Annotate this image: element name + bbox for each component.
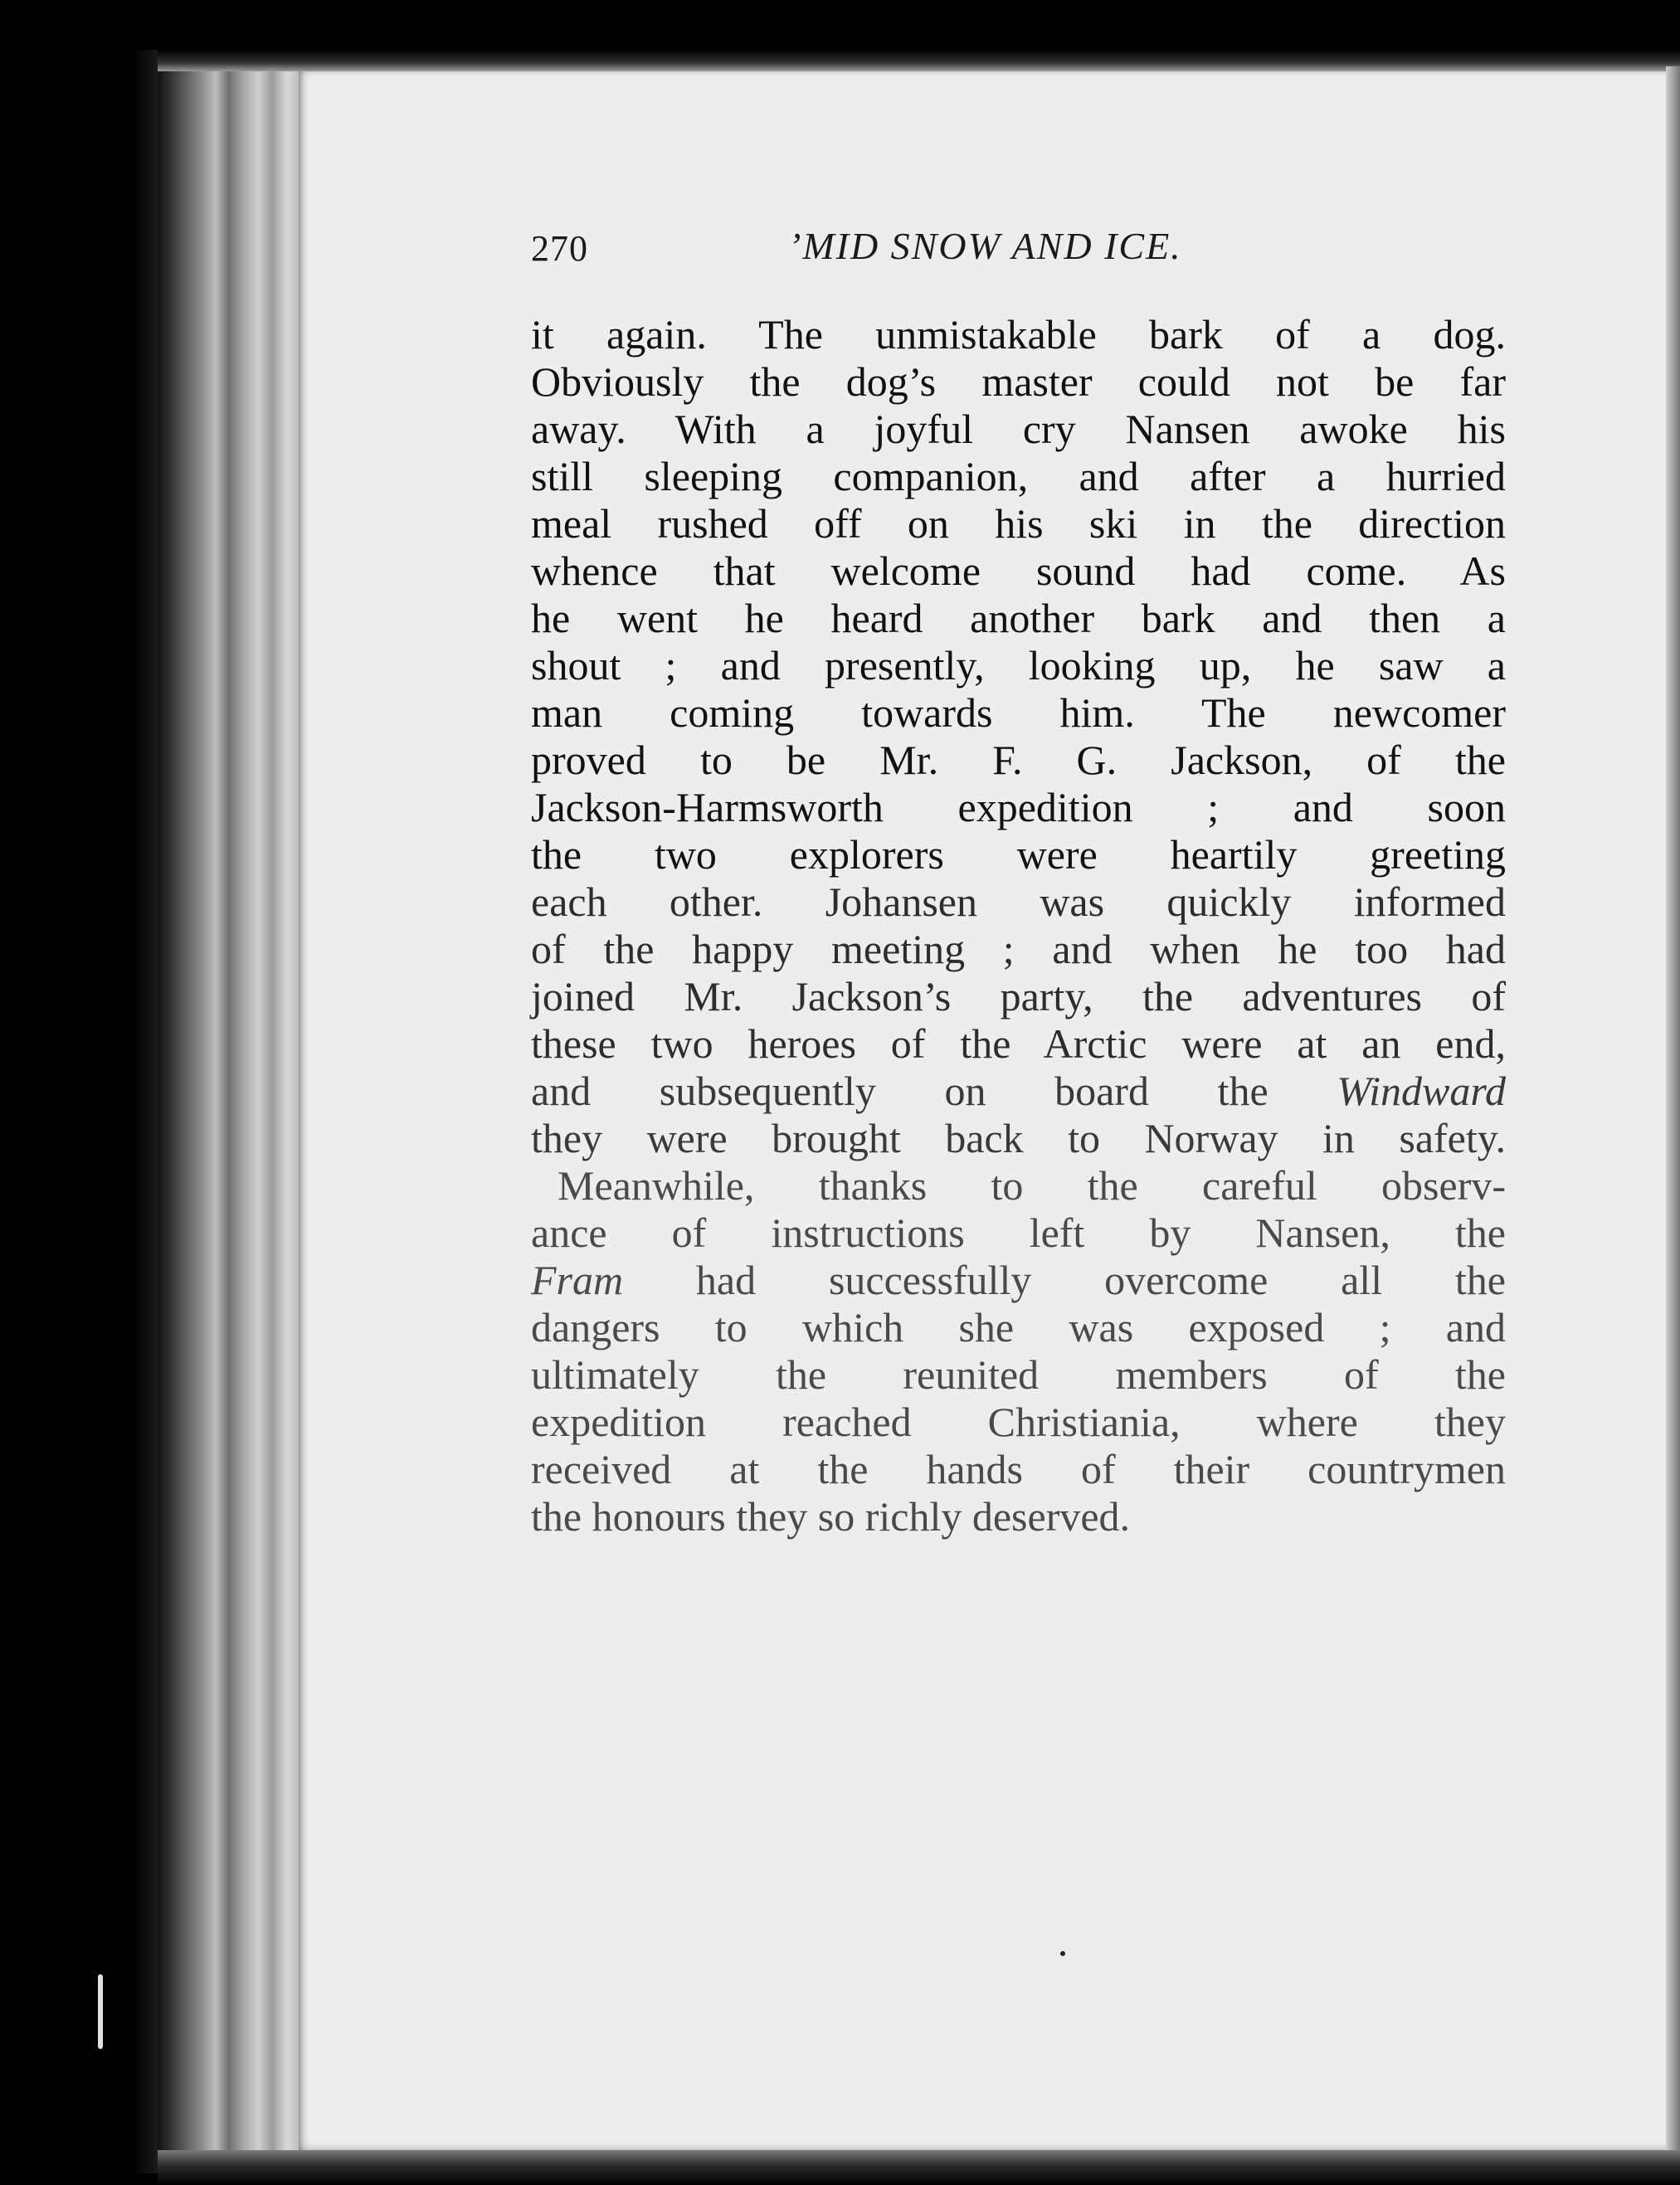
running-head (531, 224, 1527, 282)
text-line: they were brought back to Norway in safety. (531, 1115, 1506, 1161)
page-bottom-edge (158, 2150, 1680, 2185)
text-line: and subsequently on board the Windward (531, 1068, 1506, 1114)
text-line: joined Mr. Jackson’s party, the adventures of (531, 973, 1506, 1020)
text-line: it again. The unmistakable bark of a dog. (531, 311, 1506, 358)
text-line: Meanwhile, thanks to the careful observ- (558, 1162, 1506, 1209)
text-line: he went he heard another bark and then a (531, 595, 1506, 641)
text-line: each other. Johansen was quickly informed (531, 878, 1506, 925)
running-title: ’MID SNOW AND ICE. (788, 225, 1182, 267)
text-line: the honours they so richly deserved. (531, 1493, 1131, 1540)
text-line: Obviously the dog’s master could not be far (531, 358, 1506, 405)
text-line: Jackson-Harmsworth expedition ; and soon (531, 784, 1506, 830)
page-number: 270 (531, 228, 588, 269)
text-line: man coming towards him. The newcomer (531, 689, 1506, 736)
text-line: of the happy meeting ; and when he too had (531, 926, 1506, 972)
text-line: proved to be Mr. F. G. Jackson, of the (531, 737, 1506, 783)
text-line: shout ; and presently, looking up, he saw a (531, 642, 1506, 689)
text-line: meal rushed off on his ski in the direction (531, 500, 1506, 547)
text-line: Fram had successfully overcome all the (531, 1257, 1506, 1303)
text-line: ultimately the reunited members of the (531, 1351, 1506, 1398)
text-line: whence that welcome sound had come. As (531, 547, 1506, 594)
body-text (531, 311, 1506, 1540)
margin-mark (98, 1974, 103, 2049)
text-line: ance of instructions left by Nansen, the (531, 1209, 1506, 1256)
page-right-edge (1666, 66, 1680, 2157)
text-line: away. With a joyful cry Nansen awoke his (531, 406, 1506, 452)
page-top-edge (158, 50, 1680, 71)
ship-name: Fram (531, 1257, 624, 1303)
text-line: received at the hands of their countrymen (531, 1446, 1506, 1492)
text-line: still sleeping companion, and after a hurried (531, 453, 1506, 499)
text-line: expedition reached Christiania, where they (531, 1399, 1506, 1445)
text-line: dangers to which she was exposed ; and (531, 1304, 1506, 1350)
text-line: the two explorers were heartily greeting (531, 831, 1506, 878)
text-line: these two heroes of the Arctic were at an end, (531, 1020, 1506, 1067)
ink-speck (1060, 1951, 1065, 1956)
ship-name: Windward (1337, 1068, 1506, 1114)
